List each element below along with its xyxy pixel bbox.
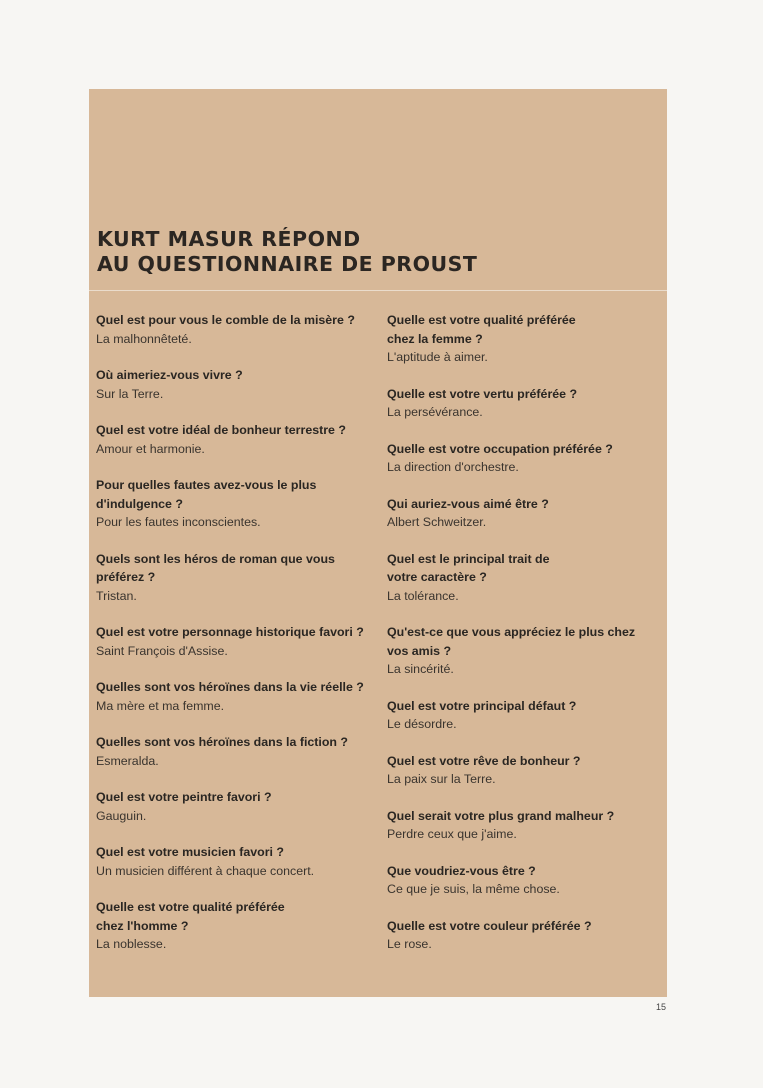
qa-item	[96, 843, 381, 880]
answer-text: Albert Schweitzer.	[387, 515, 487, 529]
question-text: Quelle est votre occupation préférée ?	[387, 441, 613, 456]
question-text: Quelles sont vos héroïnes dans la fiction ?	[96, 735, 348, 749]
answer-text: Gauguin.	[96, 808, 147, 823]
question-text: Quel est pour vous le comble de la misère ?	[96, 313, 355, 327]
question-text: Qu'est-ce que vous appréciez le plus chez vos amis ?	[387, 625, 636, 658]
title-divider	[89, 290, 667, 291]
answer-text: Le rose.	[387, 937, 432, 951]
qa-item	[387, 495, 659, 532]
qa-item	[96, 898, 381, 954]
answer-text: Amour et harmonie.	[96, 441, 205, 456]
answer-text: Ce que je suis, la même chose.	[387, 882, 560, 896]
answer-text: La direction d'orchestre.	[387, 460, 519, 474]
question-text: Pour quelles fautes avez-vous le plus d'indulgence ?	[96, 478, 317, 511]
qa-item	[96, 623, 381, 660]
qa-item	[387, 385, 659, 422]
answer-text: Ma mère et ma femme.	[96, 698, 225, 713]
qa-item	[387, 752, 659, 789]
answer-text: L'aptitude à aimer.	[387, 350, 488, 364]
question-text: Quel est le principal trait de votre caractère ?	[387, 551, 550, 584]
answer-text: Esmeralda.	[96, 753, 159, 768]
question-text: Quelle est votre qualité préférée chez l'homme ?	[96, 900, 285, 933]
qa-item	[387, 440, 659, 477]
question-text: Quelle est votre vertu préférée ?	[387, 386, 578, 401]
question-text: Quel est votre rêve de bonheur ?	[387, 753, 581, 768]
answer-text: Tristan.	[96, 588, 137, 603]
answer-text: Saint François d'Assise.	[96, 643, 228, 658]
qa-item	[96, 550, 381, 606]
qa-item	[387, 862, 659, 899]
page-number: 15	[656, 1002, 667, 1012]
answer-text: Sur la Terre.	[96, 386, 164, 401]
left-column	[96, 311, 381, 954]
answer-text: La malhonnêteté.	[96, 331, 192, 346]
question-text: Qui auriez-vous aimé être ?	[387, 496, 549, 511]
qa-item	[387, 311, 659, 367]
title-line-2: AU QUESTIONNAIRE DE PROUST	[97, 252, 478, 276]
question-text: Quel serait votre plus grand malheur ?	[387, 808, 615, 823]
question-text: Quel est votre personnage historique favori ?	[96, 625, 364, 639]
page-title	[97, 227, 477, 277]
qa-item	[96, 733, 381, 770]
question-text: Quels sont les héros de roman que vous préférez ?	[96, 551, 335, 584]
question-text: Quel est votre peintre favori ?	[96, 790, 272, 804]
answer-text: La paix sur la Terre.	[387, 772, 496, 786]
answer-text: Perdre ceux que j'aime.	[387, 827, 517, 841]
qa-item	[96, 311, 381, 348]
right-column	[387, 311, 659, 954]
title-line-1: KURT MASUR RÉPOND	[97, 227, 361, 251]
question-text: Quel est votre idéal de bonheur terrestre ?	[96, 423, 346, 437]
question-text: Quelle est votre couleur préférée ?	[387, 918, 592, 933]
question-text: Quelle est votre qualité préférée chez la femme ?	[387, 313, 576, 346]
question-text: Quel est votre musicien favori ?	[96, 845, 284, 859]
qa-item	[387, 917, 659, 954]
answer-text: Un musicien différent à chaque concert.	[96, 863, 315, 878]
question-text: Quel est votre principal défaut ?	[387, 698, 577, 713]
answer-text: Le désordre.	[387, 717, 457, 731]
qa-item	[96, 678, 381, 715]
qa-item	[387, 623, 659, 679]
answer-text: La sincérité.	[387, 662, 454, 676]
question-text: Que voudriez-vous être ?	[387, 863, 536, 878]
qa-item	[96, 788, 381, 825]
answer-text: La noblesse.	[96, 937, 167, 951]
qa-item	[96, 476, 381, 532]
qa-item	[96, 366, 381, 403]
qa-item	[387, 550, 659, 606]
qa-item	[387, 807, 659, 844]
questionnaire-panel	[89, 89, 667, 997]
question-text: Où aimeriez-vous vivre ?	[96, 368, 243, 382]
question-text: Quelles sont vos héroïnes dans la vie réelle ?	[96, 680, 364, 694]
answer-text: Pour les fautes inconscientes.	[96, 515, 261, 529]
answer-text: La persévérance.	[387, 405, 483, 419]
qa-item	[96, 421, 381, 458]
answer-text: La tolérance.	[387, 588, 459, 603]
qa-item	[387, 697, 659, 734]
